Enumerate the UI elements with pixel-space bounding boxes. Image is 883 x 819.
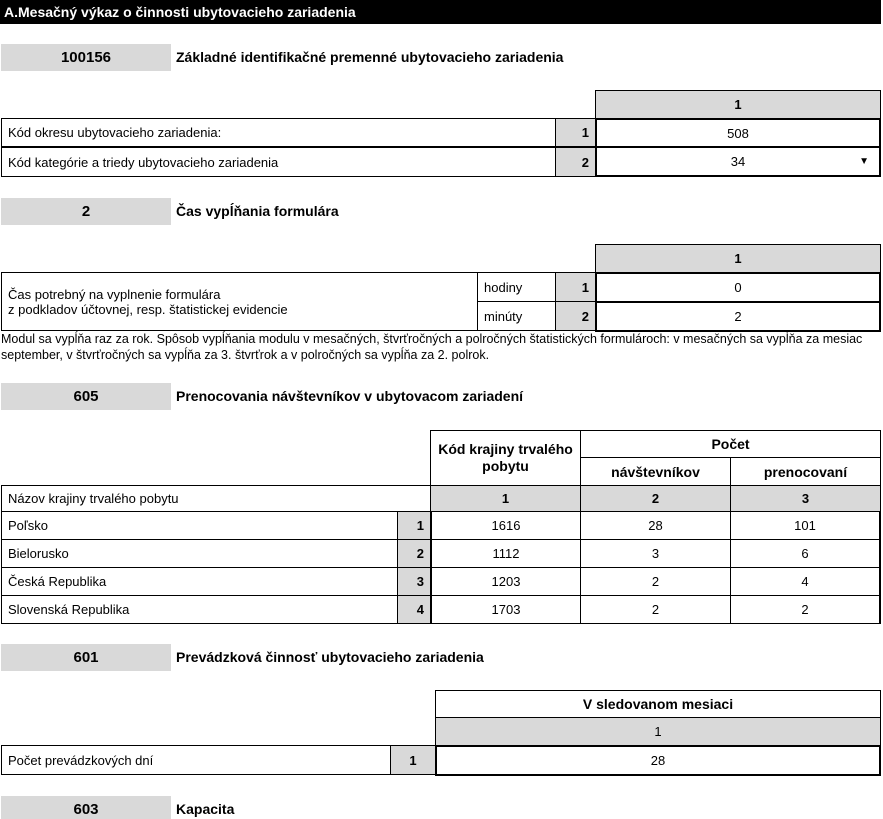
col-num-3: 3 <box>730 485 881 512</box>
row-num-1: 1 <box>555 118 596 147</box>
module-title-601: Prevádzková činnosť ubytovacieho zariadenia <box>176 649 484 665</box>
unit-hours: hodiny <box>477 272 556 302</box>
fill-time-label: Čas potrebný na vyplnenie formulára <box>8 286 221 302</box>
row-num-minutes: 2 <box>555 301 596 331</box>
category-code-select[interactable] <box>595 146 881 177</box>
country-name-3: Česká Republika <box>1 567 398 596</box>
module-title-2: Čas vypĺňania formulára <box>176 203 339 219</box>
module-code-601: 601 <box>1 644 171 671</box>
row-label-operating-days: Počet prevádzkových dní <box>1 745 391 775</box>
module-title-100156: Základné identifikačné premenné ubytovacieho zariadenia <box>176 49 564 65</box>
row-num-2: 2 <box>555 147 596 177</box>
module-title-603: Kapacita <box>176 801 235 817</box>
col-num-1: 1 <box>430 485 581 512</box>
header-nights: prenocovaní <box>730 457 881 486</box>
country-name-1: Poľsko <box>1 511 398 540</box>
visitors-3[interactable]: 2 <box>580 567 731 596</box>
visitors-1[interactable]: 28 <box>580 511 731 540</box>
header-country-code: Kód krajiny trvalého pobytu <box>430 430 581 486</box>
unit-minutes: minúty <box>477 301 556 331</box>
country-name-4: Slovenská Republika <box>1 595 398 624</box>
row-label-district-code: Kód okresu ubytovacieho zariadenia: <box>1 118 557 147</box>
country-name-2: Bielorusko <box>1 539 398 568</box>
module-title-605: Prenocovania návštevníkov v ubytovacom zariadení <box>176 388 524 404</box>
country-code-1[interactable]: 1616 <box>430 511 581 540</box>
dropdown-arrow-icon[interactable]: ▼ <box>859 156 869 167</box>
hours-input[interactable]: 0 <box>595 272 881 303</box>
nights-1[interactable]: 101 <box>730 511 881 540</box>
category-code-value: 34 <box>730 154 746 169</box>
col-num-2: 2 <box>580 485 731 512</box>
row-num-hours: 1 <box>555 272 596 302</box>
row-num-605-4: 4 <box>397 595 431 624</box>
form-title: A.Mesačný výkaz o činnosti ubytovacieho zariadenia <box>0 0 881 24</box>
col-header-2: 1 <box>595 244 881 273</box>
row-label-fill-time <box>1 272 478 331</box>
row-label-header-country: Názov krajiny trvalého pobytu <box>1 485 431 512</box>
nights-2[interactable]: 6 <box>730 539 881 568</box>
country-code-2[interactable]: 1112 <box>430 539 581 568</box>
row-num-605-2: 2 <box>397 539 431 568</box>
col-title-601: V sledovanom mesiaci <box>435 690 881 718</box>
visitors-2[interactable]: 3 <box>580 539 731 568</box>
module-code-100156: 100156 <box>1 44 171 71</box>
row-num-605-3: 3 <box>397 567 431 596</box>
operating-days-input[interactable]: 28 <box>435 745 881 776</box>
row-label-category-code: Kód kategórie a triedy ubytovacieho zariadenia <box>1 147 557 177</box>
district-code-input[interactable]: 508 <box>595 118 881 148</box>
module-code-603: 603 <box>1 796 171 819</box>
visitors-4[interactable]: 2 <box>580 595 731 624</box>
country-code-3[interactable]: 1203 <box>430 567 581 596</box>
country-code-4[interactable]: 1703 <box>430 595 581 624</box>
col-header-100156: 1 <box>595 90 881 119</box>
minutes-input[interactable]: 2 <box>595 301 881 332</box>
header-visitors: návštevníkov <box>580 457 731 486</box>
fill-time-label-2: z podkladov účtovnej, resp. štatistickej evidencie <box>8 301 288 317</box>
row-num-601-1: 1 <box>390 745 436 775</box>
module-code-605: 605 <box>1 383 171 410</box>
module-2-note: Modul sa vypĺňa raz za rok. Spôsob vypĺňania modulu v mesačných, štvrťročných a polročných štatistických formulároch: v mesačných sa vypĺňa za mesiac september, v štvrťročných sa vypĺňa za 3. štvrťrok a v polročných sa vypĺňa za 2. polrok. <box>1 332 863 362</box>
module-code-2: 2 <box>1 198 171 225</box>
col-header-601: 1 <box>435 717 881 746</box>
row-num-605-1: 1 <box>397 511 431 540</box>
nights-3[interactable]: 4 <box>730 567 881 596</box>
nights-4[interactable]: 2 <box>730 595 881 624</box>
header-pocet: Počet <box>580 430 881 458</box>
